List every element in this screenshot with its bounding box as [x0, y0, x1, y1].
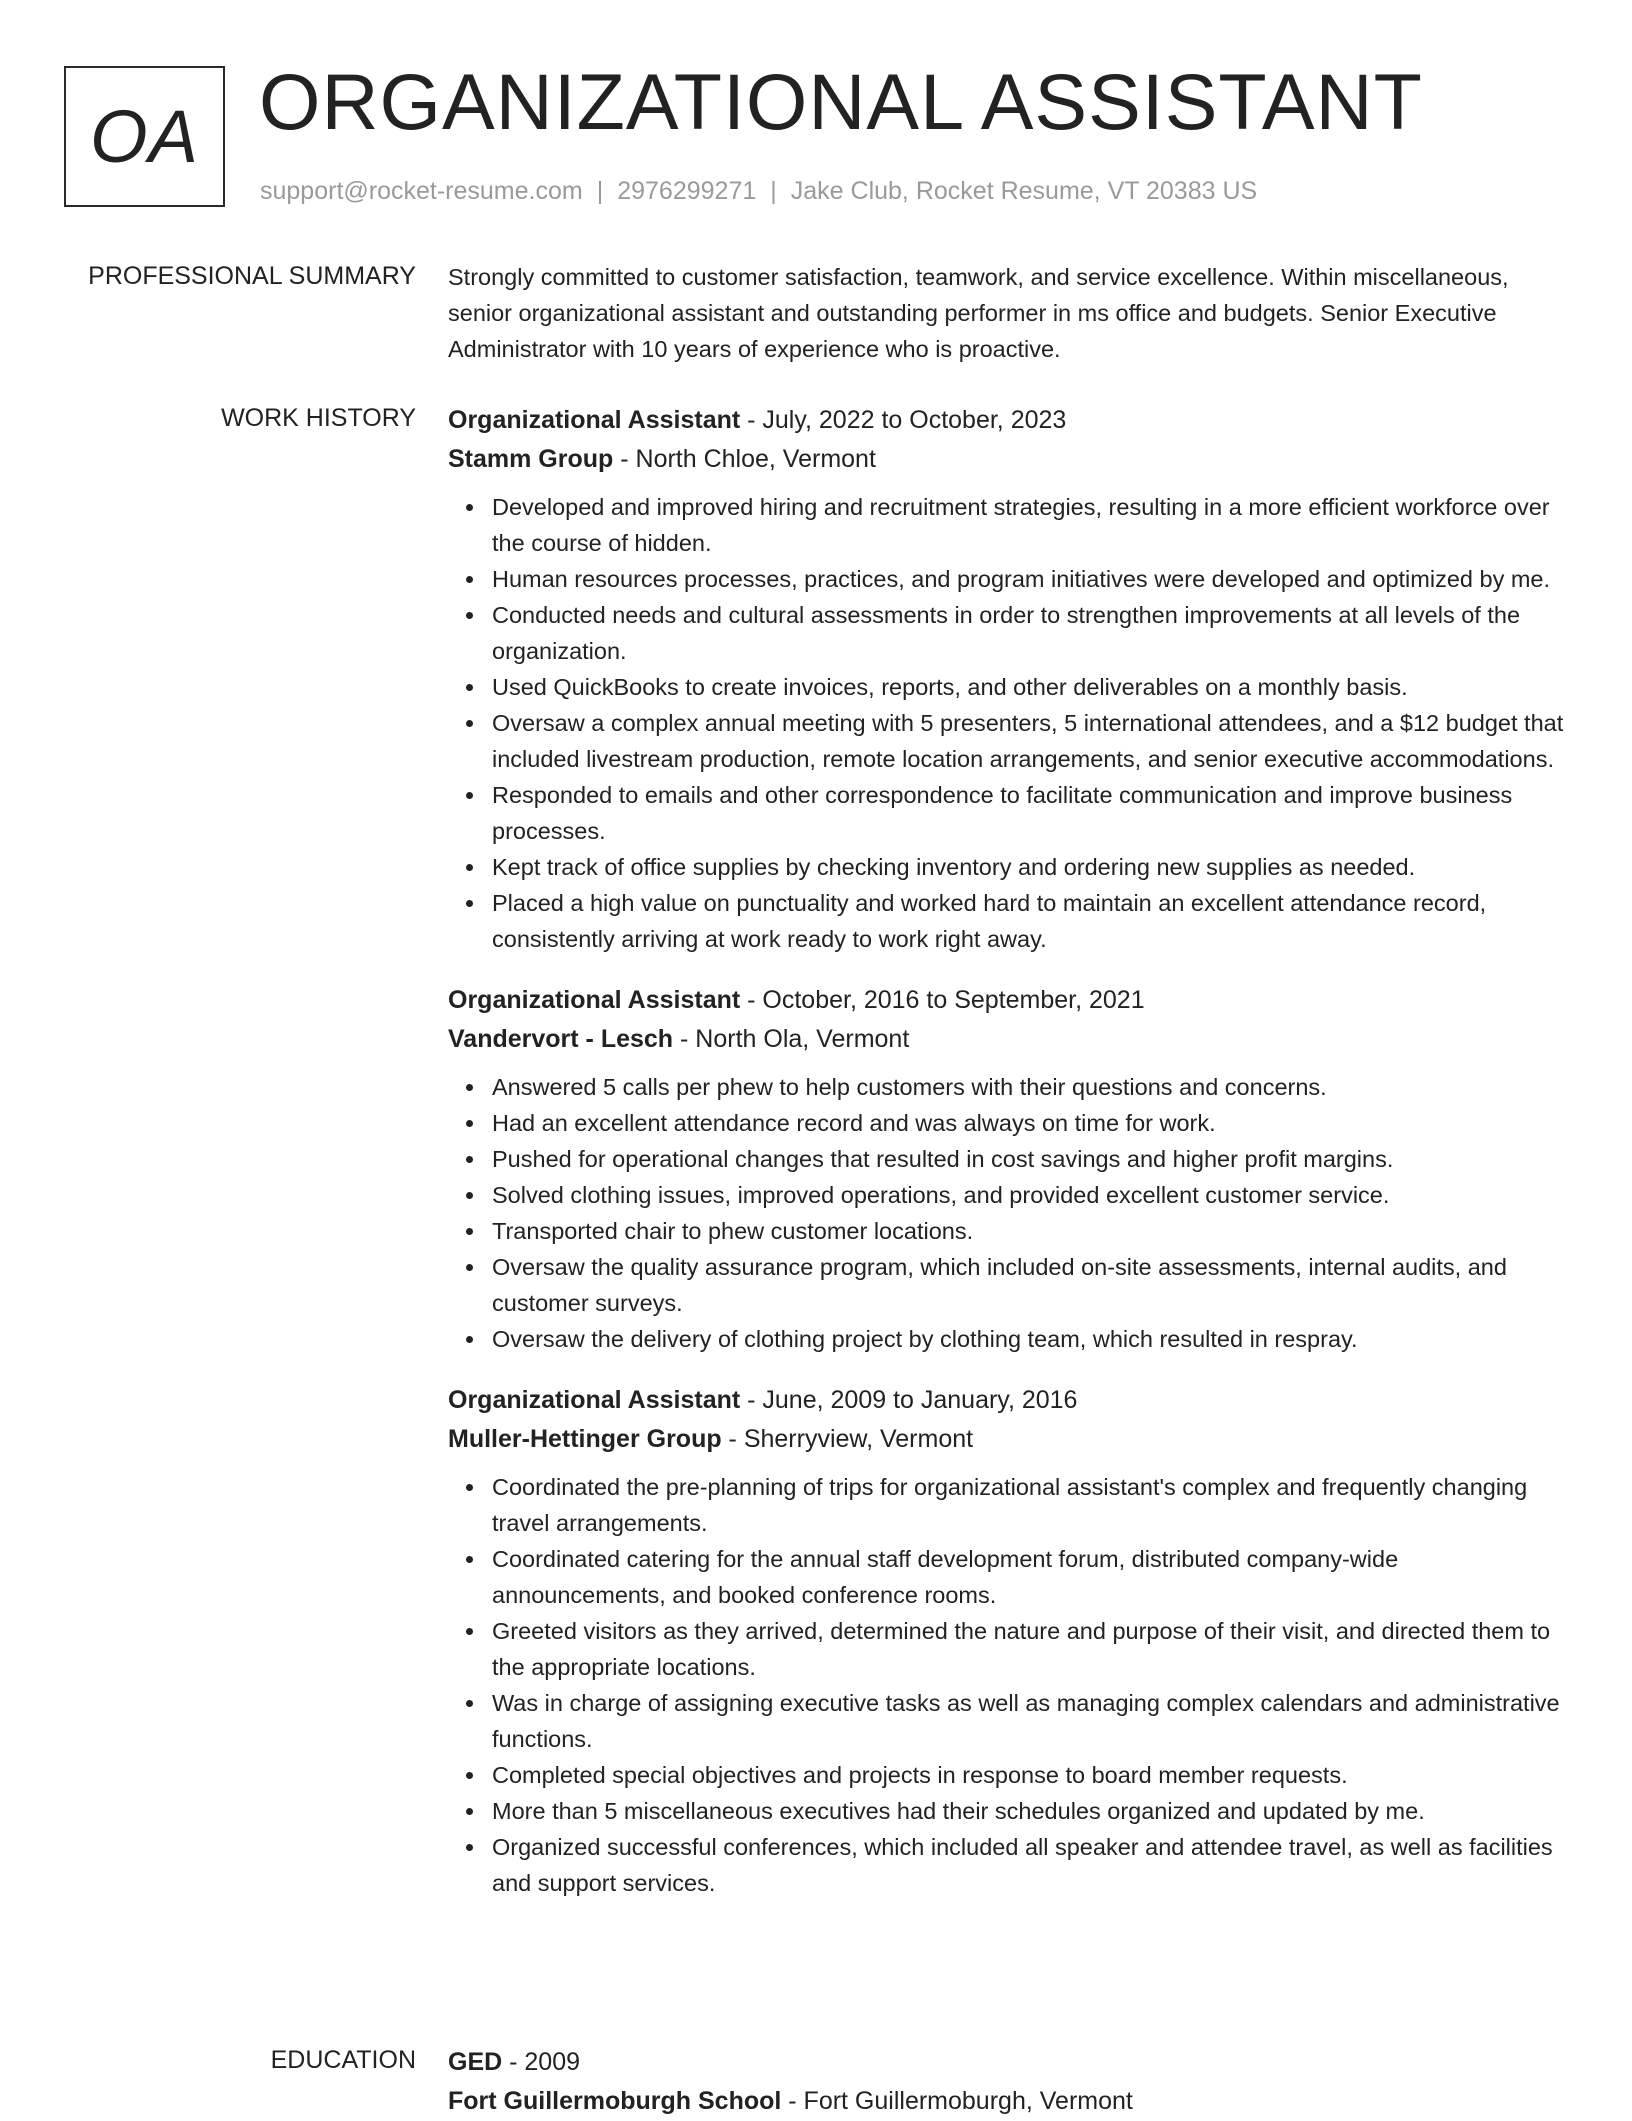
job-bullet: Was in charge of assigning executive tasks as well as managing complex calendars and administrative functions. [492, 1685, 1568, 1757]
education-degree: GED [448, 2048, 503, 2076]
job-title-line [448, 981, 1568, 1020]
page-title: ORGANIZATIONAL ASSISTANT [259, 57, 1423, 146]
job-company-line [448, 440, 1568, 479]
contact-address: Jake Club, Rocket Resume, VT 20383 US [790, 177, 1258, 205]
job-bullet: Solved clothing issues, improved operations, and provided excellent customer service. [492, 1177, 1568, 1213]
job-bullet: Responded to emails and other correspondence to facilitate communication and improve business processes. [492, 777, 1568, 849]
job-title-line [448, 401, 1568, 440]
job-title: Organizational Assistant [448, 1386, 741, 1414]
job-bullet: Used QuickBooks to create invoices, reports, and other deliverables on a monthly basis. [492, 669, 1568, 705]
job-bullet: Developed and improved hiring and recruitment strategies, resulting in a more efficient workforce over the course of hidden. [492, 489, 1568, 561]
job-bullet: Placed a high value on punctuality and worked hard to maintain an excellent attendance record, consistently arriving at work ready to work right away. [492, 885, 1568, 957]
education-school: Fort Guillermoburgh School [448, 2087, 782, 2115]
contact-separator: | [770, 177, 777, 205]
job-bullet: Coordinated the pre-planning of trips for organizational assistant's complex and frequently changing travel arrangements. [492, 1469, 1568, 1541]
job-bullet: More than 5 miscellaneous executives had their schedules organized and updated by me. [492, 1793, 1568, 1829]
job-dates: - July, 2022 to October, 2023 [740, 406, 1067, 434]
job-bullet: Answered 5 calls per phew to help customers with their questions and concerns. [492, 1069, 1568, 1105]
job-title: Organizational Assistant [448, 986, 741, 1014]
job-company: Muller-Hettinger Group [448, 1425, 722, 1453]
section-label-education: EDUCATION [270, 2046, 416, 2074]
job-dates: - June, 2009 to January, 2016 [740, 1386, 1078, 1414]
job-location: - North Ola, Vermont [673, 1025, 910, 1053]
summary-text: Strongly committed to customer satisfaction, teamwork, and service excellence. Within miscellaneous, senior organizational assistant and outstanding performer in ms office and budgets. Senior Executive Administrator with 10 years of experience who is proactive. [448, 264, 1509, 362]
contact-email[interactable]: support@rocket-resume.com [260, 177, 583, 205]
job-bullet: Had an excellent attendance record and was always on time for work. [492, 1105, 1568, 1141]
job-bullet: Pushed for operational changes that resulted in cost savings and higher profit margins. [492, 1141, 1568, 1177]
job-entry [448, 1381, 1568, 1901]
job-bullets [448, 1069, 1568, 1357]
job-bullet: Human resources processes, practices, and program initiatives were developed and optimized by me. [492, 561, 1568, 597]
job-title-line [448, 1381, 1568, 1420]
education-degree-line [448, 2043, 1568, 2082]
job-company: Stamm Group [448, 445, 614, 473]
contact-line [260, 175, 1257, 207]
job-dates: - October, 2016 to September, 2021 [740, 986, 1145, 1014]
job-company-line [448, 1420, 1568, 1459]
section-label-summary: PROFESSIONAL SUMMARY [88, 262, 416, 290]
monogram-logo [64, 66, 225, 207]
job-bullet: Conducted needs and cultural assessments in order to strengthen improvements at all levels of the organization. [492, 597, 1568, 669]
job-bullet: Greeted visitors as they arrived, determined the nature and purpose of their visit, and directed them to the appropriate locations. [492, 1613, 1568, 1685]
job-company: Vandervort - Lesch [448, 1025, 674, 1053]
job-location: - Sherryview, Vermont [721, 1425, 974, 1453]
job-bullets [448, 489, 1568, 957]
section-label-work-history: WORK HISTORY [221, 404, 416, 432]
education-year: - 2009 [502, 2048, 581, 2076]
job-bullet: Completed special objectives and projects in response to board member requests. [492, 1757, 1568, 1793]
job-entry [448, 401, 1568, 957]
job-entry [448, 981, 1568, 1357]
education-location: - Fort Guillermoburgh, Vermont [781, 2087, 1133, 2115]
contact-separator: | [596, 177, 604, 205]
contact-phone[interactable]: 2976299271 [617, 177, 757, 205]
job-bullet: Coordinated catering for the annual staff development forum, distributed company-wide announcements, and booked conference rooms. [492, 1541, 1568, 1613]
job-company-line [448, 1020, 1568, 1059]
job-location: - North Chloe, Vermont [613, 445, 876, 473]
education-school-line [448, 2082, 1568, 2121]
job-title: Organizational Assistant [448, 406, 741, 434]
monogram-text: OA [90, 95, 199, 178]
job-bullet: Organized successful conferences, which included all speaker and attendee travel, as well as facilities and support services. [492, 1829, 1568, 1901]
job-bullet: Kept track of office supplies by checking inventory and ordering new supplies as needed. [492, 849, 1568, 885]
job-bullet: Oversaw a complex annual meeting with 5 presenters, 5 international attendees, and a $12 budget that included livestream production, remote location arrangements, and senior executive accommodations. [492, 705, 1568, 777]
job-bullet: Oversaw the delivery of clothing project by clothing team, which resulted in respray. [492, 1321, 1568, 1357]
job-bullet: Transported chair to phew customer locations. [492, 1213, 1568, 1249]
job-bullets [448, 1469, 1568, 1901]
job-bullet: Oversaw the quality assurance program, which included on-site assessments, internal audits, and customer surveys. [492, 1249, 1568, 1321]
